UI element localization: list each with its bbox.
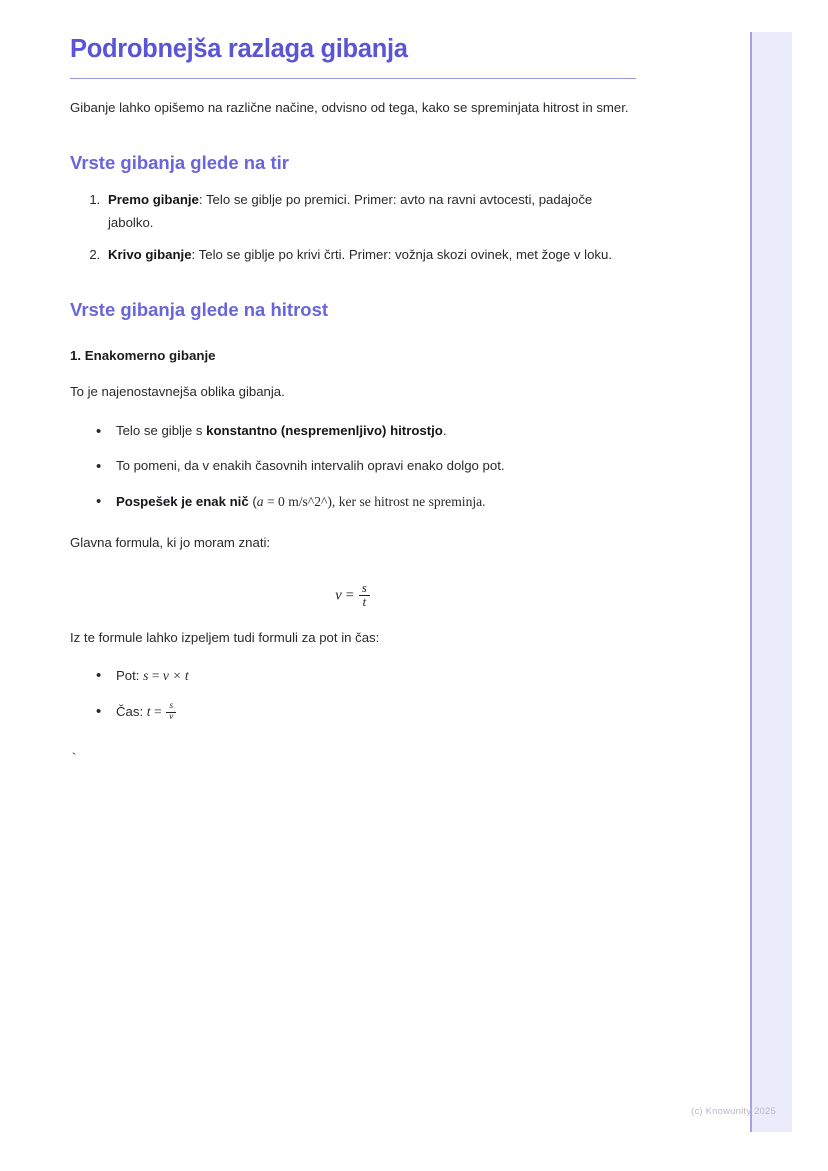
- list-item-text: : Telo se giblje po premici. Primer: avto na ravni avtocesti, padajoče jabolko.: [108, 192, 593, 230]
- list-item: [96, 420, 636, 442]
- derived-expression-cas: [146, 701, 177, 723]
- derived-fraction: [166, 702, 176, 723]
- math-rest-a: = 0 m/s^2^), ker se hitrost ne spreminja.: [263, 494, 486, 510]
- formula-intro: Glavna formula, ki jo moram znati:: [70, 534, 271, 550]
- main-formula: [70, 582, 636, 609]
- list-item: [96, 700, 636, 723]
- derived-lhs: t: [146, 704, 151, 720]
- derived-lhs: s: [143, 667, 149, 683]
- formula-fraction: [359, 582, 370, 609]
- list-item: [104, 189, 636, 233]
- decorative-side-panel: [750, 32, 792, 1132]
- bullet-list-enakomerno: [70, 420, 636, 514]
- derived-label: Čas:: [116, 704, 144, 720]
- subsection-heading-enakomerno: 1. Enakomerno gibanje: [70, 347, 216, 363]
- title-divider: [70, 78, 636, 79]
- bullet-post-text: (a = 0 m/s^2^), ker se hitrost ne spreminja.: [248, 494, 486, 510]
- derived-expression-pot: [143, 668, 189, 683]
- section-heading-hitrost: Vrste gibanja glede na hitrost: [70, 298, 329, 320]
- list-item-term: Premo gibanje: [108, 192, 199, 208]
- derived-denominator: v: [166, 712, 176, 723]
- list-item: [96, 664, 636, 687]
- bullet-bold-text: konstantno (nespremenljivo) hitrostjo: [206, 422, 443, 438]
- derived-numerator: s: [169, 701, 174, 712]
- derived-intro: Iz te formule lahko izpeljem tudi formuli za pot in čas:: [70, 629, 380, 645]
- intro-paragraph: Gibanje lahko opišemo na različne načine, odvisno od tega, kako se spreminjata hitrost in smer.: [70, 99, 629, 115]
- math-variable-a: a: [256, 494, 264, 510]
- formula-numerator: s: [361, 580, 367, 595]
- list-item: [96, 490, 636, 513]
- derived-equals: =: [151, 667, 160, 683]
- formula-lhs: v: [335, 586, 342, 603]
- trailing-backtick: `: [70, 751, 78, 767]
- list-item: [104, 244, 636, 266]
- list-item-term: Krivo gibanje: [108, 246, 192, 262]
- bullet-pre-text: Telo se giblje s: [116, 422, 207, 438]
- derived-label: Pot:: [116, 667, 140, 683]
- bullet-post-text: .: [442, 422, 447, 438]
- bullet-list-derived: [70, 664, 636, 724]
- bullet-bold-text: Pospešek je enak nič: [116, 494, 249, 510]
- section-heading-tir: Vrste gibanja glede na tir: [70, 152, 289, 174]
- lead-paragraph: To je najenostavnejša oblika gibanja.: [70, 383, 285, 399]
- document-page: [70, 34, 636, 766]
- formula-denominator: t: [359, 595, 370, 609]
- derived-equals: =: [153, 704, 162, 720]
- list-item: [96, 455, 636, 477]
- formula-equals: =: [345, 586, 354, 603]
- list-item-text: : Telo se giblje po krivi črti. Primer: vožnja skozi ovinek, met žoge v loku.: [191, 246, 612, 262]
- page-title: Podrobnejša razlaga gibanja: [70, 35, 408, 63]
- derived-rhs: v × t: [162, 667, 189, 683]
- list-gibanje-tir: [70, 189, 636, 266]
- copyright-notice: (c) Knowunity 2025: [691, 1106, 776, 1117]
- bullet-pre-text: To pomeni, da v enakih časovnih intervalih opravi enako dolgo pot.: [116, 458, 505, 474]
